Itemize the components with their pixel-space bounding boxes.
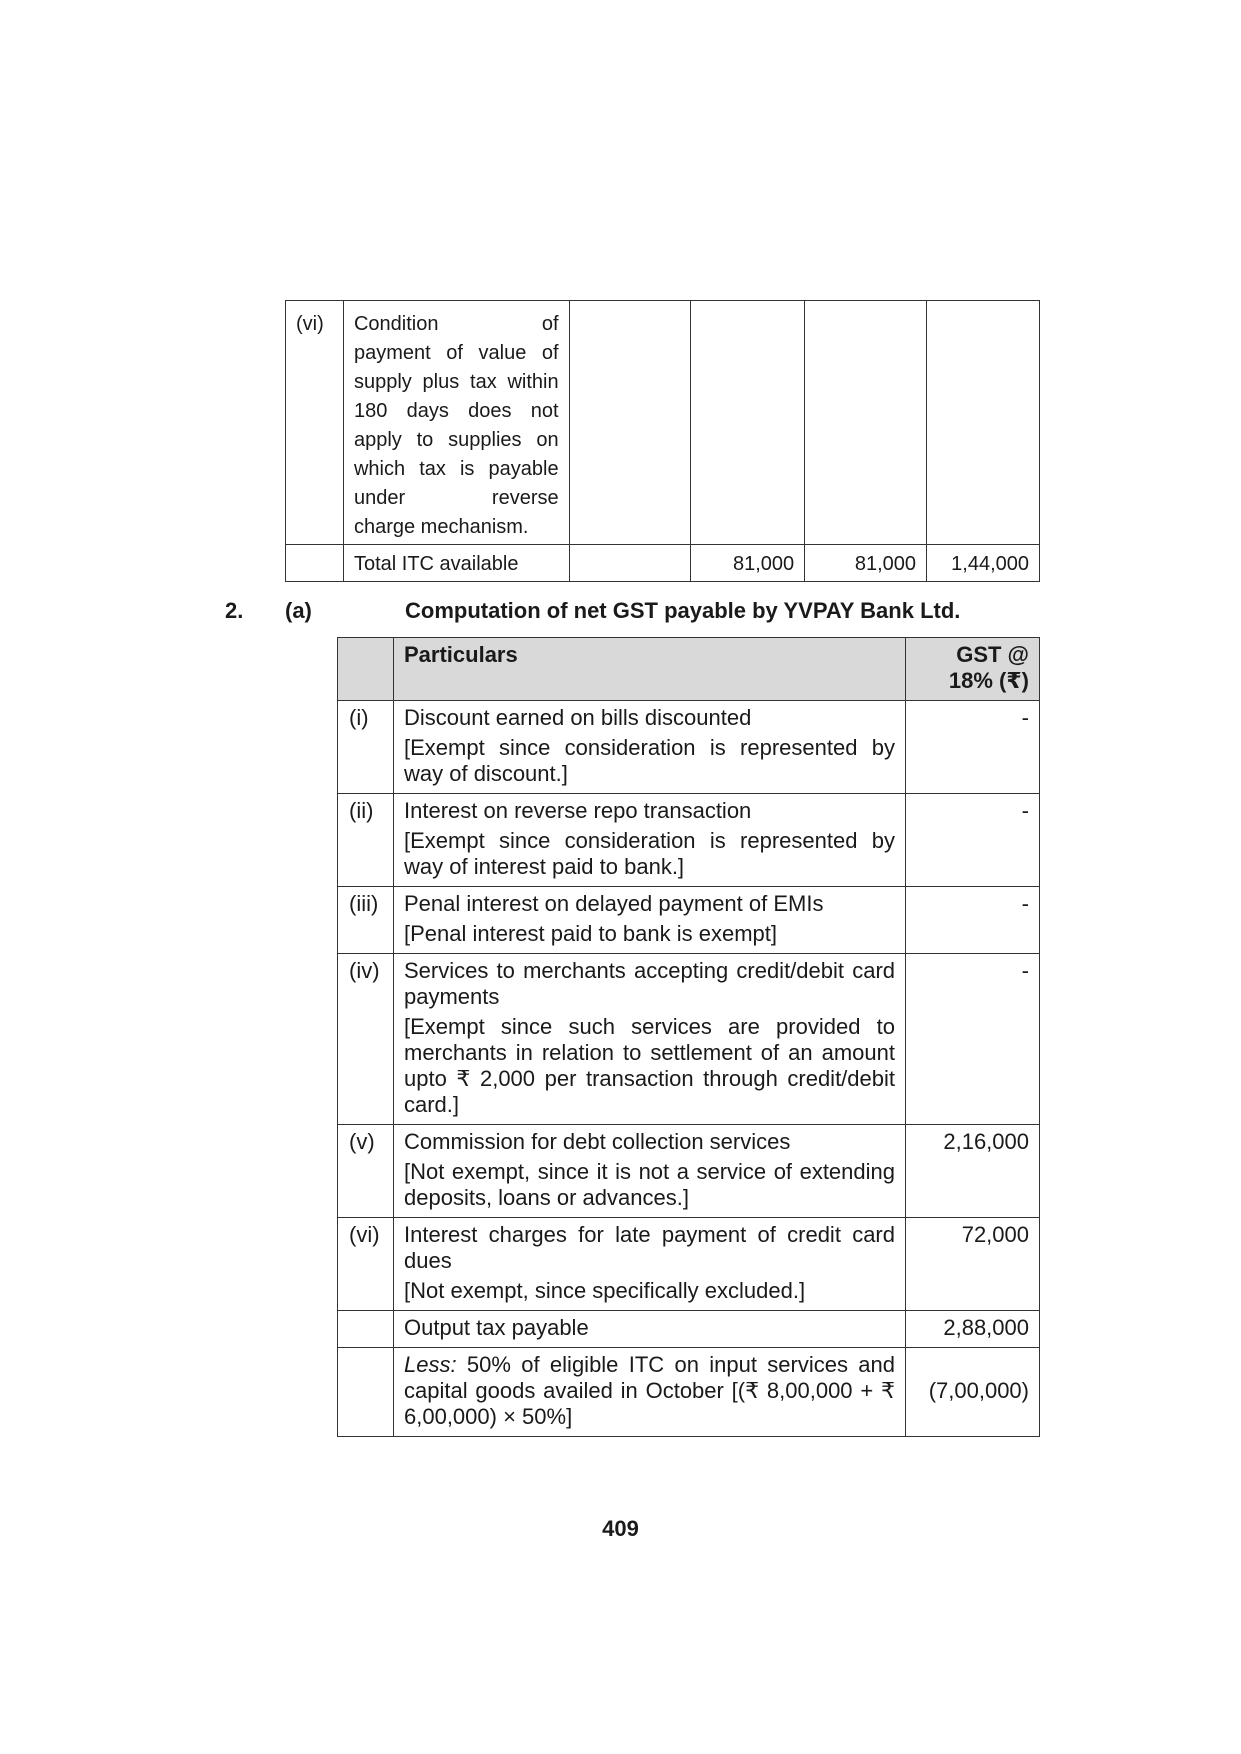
row-serial-empty [338,1348,394,1437]
header-particulars: Particulars [394,638,906,701]
row-note: [Exempt since consideration is represented by way of discount.] [404,735,895,786]
row-serial: (iii) [338,887,394,954]
itc-row-cell [691,301,805,545]
row-main-text: Penal interest on delayed payment of EMIs [404,891,824,916]
itc-row-cell [805,301,927,545]
header-serial-cell [338,638,394,701]
row-note: [Exempt since such services are provided to merchants in relation to settlement of an amount upto ₹ 2,000 per transaction through credit/debit card.] [404,1014,895,1117]
itc-row-cell [569,301,691,545]
row-main-text: Discount earned on bills discounted [404,705,752,730]
less-itc-description: 50% of eligible ITC on input services and capital goods availed in October [(₹ 8,00,000 + ₹ 6,00,000) × 50%] [404,1352,895,1429]
question-number: 2. [225,598,244,623]
row-serial-empty [338,1311,394,1348]
itc-row-cell [927,301,1040,545]
itc-total-value: 81,000 [691,545,805,582]
itc-table [285,300,1040,582]
itc-total-label: Total ITC available [343,545,569,582]
question-part: (a) [285,598,312,623]
row-serial: (iv) [338,954,394,1125]
row-main-text: Services to merchants accepting credit/debit card payments [404,958,895,1009]
row-particulars [394,887,906,954]
row-serial: (ii) [338,794,394,887]
section-title: Computation of net GST payable by YVPAY Bank Ltd. [405,598,961,623]
table-row [338,1218,1040,1311]
row-main-text: Commission for debt collection services [404,1129,791,1154]
row-main-text: Interest charges for late payment of credit card dues [404,1222,895,1273]
table-row [338,701,1040,794]
table-header-row [338,638,1040,701]
row-amount: 2,16,000 [906,1125,1040,1218]
row-amount: - [906,794,1040,887]
table-row [338,1125,1040,1218]
less-itc-amount: (7,00,000) [906,1348,1040,1437]
itc-total-value: 81,000 [805,545,927,582]
output-tax-row [338,1311,1040,1348]
itc-total-value [569,545,691,582]
row-note: [Not exempt, since it is not a service of extending deposits, loans or advances.] [404,1159,895,1210]
less-itc-text [394,1348,906,1437]
row-note: [Penal interest paid to bank is exempt] [404,921,777,946]
gst-computation-table [337,637,1040,1437]
row-amount: 72,000 [906,1218,1040,1311]
row-particulars [394,1218,906,1311]
itc-row-description: Condition of payment of value of supply plus tax within 180 days does not apply to supplies on which tax is payable under reverse charge mechanism. [343,301,569,545]
output-tax-label: Output tax payable [394,1311,906,1348]
row-amount: - [906,887,1040,954]
row-particulars [394,954,906,1125]
row-note: [Not exempt, since specifically excluded.] [404,1278,806,1303]
row-particulars [394,1125,906,1218]
page-number: 409 [602,1516,639,1541]
table-row [338,794,1040,887]
itc-row-cell [286,545,344,582]
less-prefix: Less: [404,1352,457,1377]
row-serial: (i) [338,701,394,794]
row-main-text: Interest on reverse repo transaction [404,798,752,823]
itc-total-value: 1,44,000 [927,545,1040,582]
row-serial: (v) [338,1125,394,1218]
itc-row-vi [286,301,1040,545]
less-itc-row [338,1348,1040,1437]
table-row [338,954,1040,1125]
row-serial: (vi) [338,1218,394,1311]
row-note: [Exempt since consideration is represented by way of interest paid to bank.] [404,828,895,879]
row-amount: - [906,954,1040,1125]
header-gst: GST @ 18% (₹) [906,638,1040,701]
row-particulars [394,794,906,887]
itc-total-row [286,545,1040,582]
row-amount: - [906,701,1040,794]
row-particulars [394,701,906,794]
output-tax-amount: 2,88,000 [906,1311,1040,1348]
table-row [338,887,1040,954]
itc-row-serial: (vi) [286,301,344,545]
